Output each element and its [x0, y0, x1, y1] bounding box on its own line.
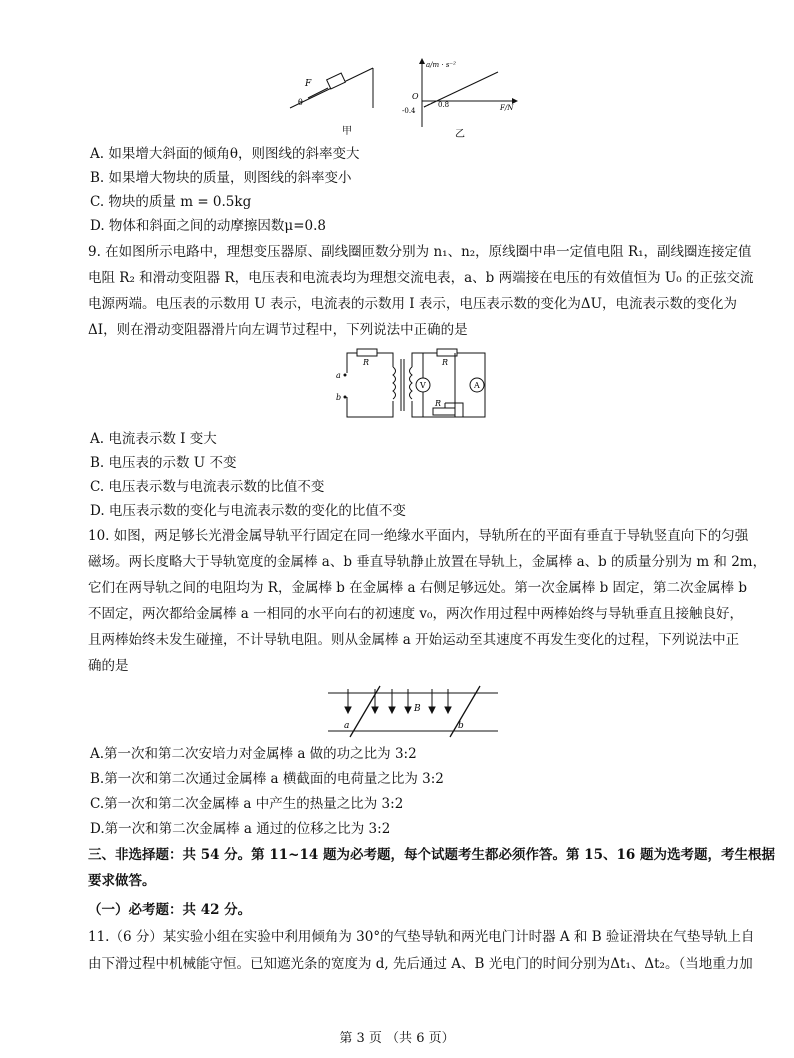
incline-diagram: [280, 58, 390, 138]
q11-text-line: 由下滑过程中机械能守恒。已知遮光条的宽度为 d, 先后通过 A、B 光电门的时间分别为Δt₁、Δt₂。（当地重力加: [88, 956, 753, 972]
figure-jia-label: 甲: [342, 126, 352, 137]
q10-option-a: A.第一次和第二次安培力对金属棒 a 做的功之比为 3:2: [90, 746, 417, 762]
q9-text-line: 电阻 R₂ 和滑动变阻器 R，电压表和电流表均为理想交流电表，a、b 两端接在电压的有效值恒为 U₀ 的正弦交流: [88, 270, 754, 286]
rails-field-label: B: [414, 704, 421, 714]
q10-option-c: C.第一次和第二次金属棒 a 中产生的热量之比为 3:2: [90, 796, 404, 812]
rails-rod-b-label: b: [458, 721, 464, 731]
q8-option-c: C. 物块的质量 m = 0.5kg: [90, 194, 252, 210]
page-footer: 第 3 页 （共 6 页）: [339, 1031, 455, 1046]
q9-option-c: C. 电压表示数与电流表示数的比值不变: [90, 479, 325, 495]
graph-diagram: [400, 55, 525, 140]
graph-intercept-y: -0.4: [402, 107, 416, 115]
q10-text-line: 且两棒始终未发生碰撞，不计导轨电阻。则从金属棒 a 开始运动至其速度不再发生变化的过程，下列说法中正: [88, 632, 740, 648]
section3-subheading: （一）必考题：共 42 分。: [88, 902, 252, 918]
circuit-diagram: [335, 345, 495, 423]
section3-heading: 三、非选择题：共 54 分。第 11~14 题为必考题，每个试题考生都必须作答。第 15、16 题为选考题，考生根据: [88, 847, 775, 863]
graph-intercept-x: 0.8: [438, 101, 450, 109]
q10-text-line: 不固定，两次都给金属棒 a 一相同的水平向右的初速度 v₀，两次作用过程中两棒始终与导轨垂直且接触良好，: [88, 606, 743, 622]
q9-text-line: 电源两端。电压表的示数用 U 表示，电流表的示数用 I 表示，电压表示数的变化为ΔU，电流表示数的变化为: [88, 296, 738, 312]
figure-circuit: [335, 345, 495, 423]
rails-diagram: [320, 683, 505, 741]
incline-angle-label: θ: [298, 98, 303, 107]
circuit-ammeter-label: A: [474, 381, 480, 390]
circuit-a-label: a: [336, 371, 341, 380]
rails-rod-a-label: a: [344, 721, 350, 731]
incline-force-label: F: [305, 79, 312, 89]
q10-option-d: D.第一次和第二次金属棒 a 通过的位移之比为 3:2: [90, 821, 391, 837]
figure-incline: [280, 58, 390, 138]
figure-yi-label: 乙: [455, 129, 465, 140]
q10-option-b: B.第一次和第二次通过金属棒 a 横截面的电荷量之比为 3:2: [90, 771, 444, 787]
q8-option-d: D. 物体和斜面之间的动摩擦因数μ=0.8: [90, 218, 326, 234]
q9-option-a: A. 电流表示数 I 变大: [90, 431, 217, 447]
q9-option-d: D. 电压表示数的变化与电流表示数的变化的比值不变: [90, 503, 406, 519]
circuit-b-label: b: [336, 393, 342, 402]
section3-heading: 要求做答。: [88, 873, 156, 889]
figure-rails: [320, 683, 505, 741]
graph-x-axis-label: F/N: [500, 104, 514, 112]
q8-option-a: A. 如果增大斜面的倾角θ，则图线的斜率变大: [90, 146, 360, 162]
figure-graph: [400, 55, 525, 140]
q10-text-line: 磁场。两长度略大于导轨宽度的金属棒 a、b 垂直导轨静止放置在导轨上，金属棒 a、b 的质量分别为 m 和 2m，: [88, 554, 767, 570]
q8-option-b: B. 如果增大物块的质量，则图线的斜率变小: [90, 170, 352, 186]
q10-text-line: 10. 如图，两足够长光滑金属导轨平行固定在同一绝缘水平面内，导轨所在的平面有垂直于导轨竖直向下的匀强: [88, 528, 749, 544]
circuit-r1-label: R: [363, 358, 370, 367]
q9-text-line: ΔI，则在滑动变阻器滑片向左调节过程中，下列说法中正确的是: [88, 322, 468, 338]
circuit-r-label: R: [435, 399, 442, 408]
q9-text-line: 9. 在如图所示电路中，理想变压器原、副线圈匝数分别为 n₁、n₂，原线圈中串一定值电阻 R₁，副线圈连接定值: [88, 244, 752, 260]
graph-y-axis-label: a/m · s⁻²: [426, 61, 456, 69]
q11-text-line: 11.（6 分）某实验小组在实验中利用倾角为 30°的气垫导轨和两光电门计时器 A 和 B 验证滑块在气垫导轨上自: [88, 929, 755, 945]
circuit-voltmeter-label: V: [420, 381, 426, 390]
q10-text-line: 确的是: [88, 658, 129, 674]
q10-text-line: 它们在两导轨之间的电阻均为 R，金属棒 b 在金属棒 a 右侧足够远处。第一次金属棒 b 固定，第二次金属棒 b: [88, 580, 747, 596]
graph-origin-label: O: [412, 92, 419, 101]
q9-option-b: B. 电压表的示数 U 不变: [90, 455, 237, 471]
circuit-r2-label: R: [442, 358, 449, 367]
